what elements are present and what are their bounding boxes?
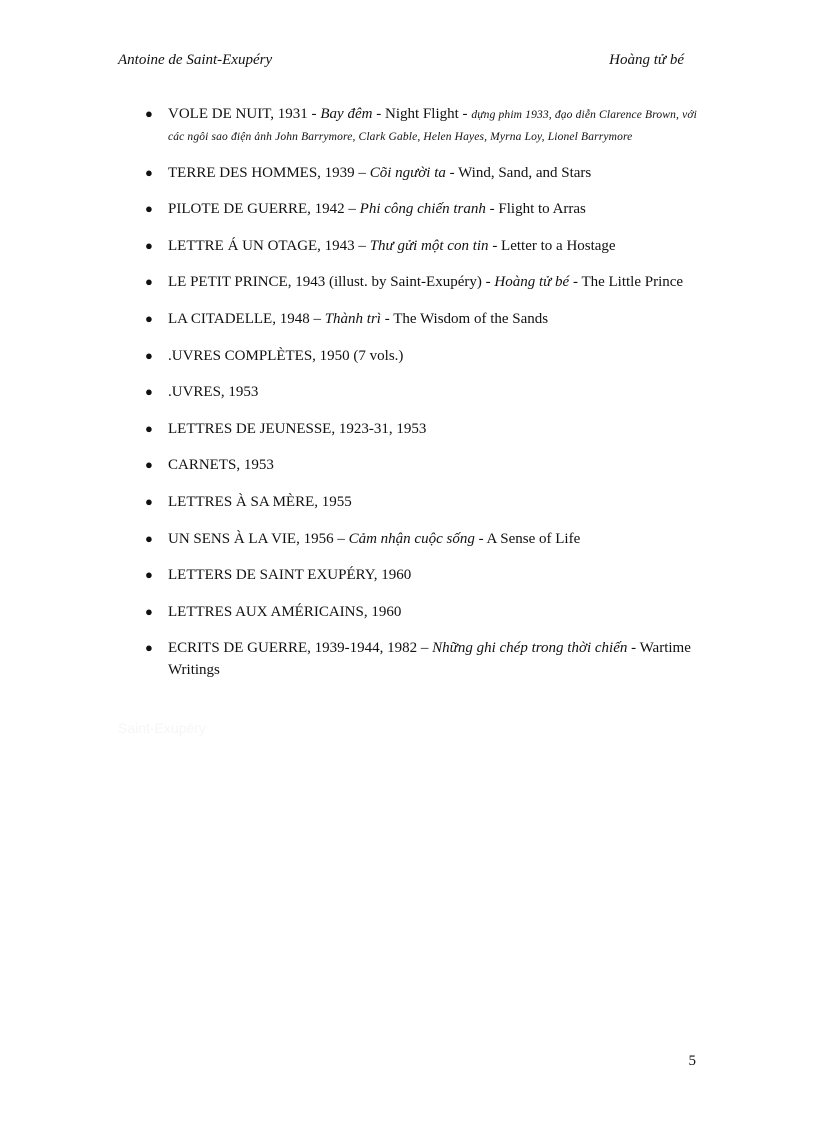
work-title: PILOTE DE GUERRE, 1942 – [168,201,360,218]
bullet-icon: ● [145,237,153,253]
bullet-icon: ● [145,603,153,619]
work-title: LE PETIT PRINCE, 1943 (illust. by Saint-Exupéry) - [168,274,495,291]
work-title: VOLE DE NUIT, 1931 - [168,106,321,122]
work-title: LETTERS DE SAINT EXUPÉRY, 1960 [168,567,412,584]
bullet-icon: ● [145,420,153,436]
bullet-icon: ● [145,274,153,290]
works-list [145,103,697,696]
work-title: UN SENS À LA VIE, 1956 – [168,530,349,547]
work-vietnamese-title: Phi công chiến tranh [359,201,486,218]
work-title: .UVRES COMPLÈTES, 1950 (7 vols.) [168,347,404,364]
work-vietnamese-title: Cõi người ta [369,164,446,181]
work-vietnamese-title: Thư gửi một con tin [369,237,489,254]
work-title: .UVRES, 1953 [168,384,259,401]
work-english-title: - Wind, Sand, and Stars [445,164,592,181]
work-title: LETTRE Á UN OTAGE, 1943 – [168,237,370,254]
list-item [145,308,697,330]
work-english-title: - The Wisdom of the Sands [380,310,549,327]
page-header [118,52,684,76]
list-item [145,528,697,550]
bullet-icon: ● [145,201,153,217]
work-vietnamese-title: Cảm nhận cuộc sống [348,530,475,547]
work-title: LETTRES À SA MÈRE, 1955 [168,493,352,510]
work-title: TERRE DES HOMMES, 1939 – [168,164,370,181]
work-title: LETTRES AUX AMÉRICAINS, 1960 [168,603,402,620]
work-title: CARNETS, 1953 [168,457,274,474]
work-english-title: - The Little Prince [569,274,684,291]
work-title: LA CITADELLE, 1948 – [168,310,325,327]
work-english-title: - Flight to Arras [485,201,586,218]
bullet-icon: ● [145,567,153,583]
work-vietnamese-title: Những ghi chép trong thời chiến [432,640,628,657]
list-item [145,345,697,367]
bullet-icon: ● [145,164,153,180]
header-author: Antoine de Saint-Exupéry [118,52,273,68]
bullet-icon: ● [145,384,153,400]
bullet-icon: ● [145,640,153,656]
page-number: 5 [688,1053,696,1069]
bullet-icon: ● [145,530,153,546]
list-item [145,454,697,476]
list-item [145,381,697,403]
work-english-title: - Night Flight - [372,106,472,122]
bullet-icon: ● [145,347,153,363]
list-item [145,235,697,257]
work-title: LETTRES DE JEUNESSE, 1923-31, 1953 [168,420,427,437]
list-item [145,198,697,220]
list-item [145,601,697,623]
bullet-icon: ● [145,310,153,326]
header-book-title: Hoàng tử bé [609,52,684,68]
bullet-icon: ● [145,106,153,121]
list-item [145,162,697,184]
work-note: dựng phim 1933, đạo diễn Clarence Brown, với các ngôi sao điện ảnh John Barrymore, Clark Gable, Helen Hayes, Myrna Loy, Lionel Barrymore [168,109,697,143]
faint-watermark: Saint-Exupéry [118,720,206,736]
bullet-icon: ● [145,457,153,473]
list-item [145,103,697,147]
work-english-title: - Wartime Writings [168,640,691,679]
work-vietnamese-title: Thành trì [324,310,381,327]
work-title: ECRITS DE GUERRE, 1939-1944, 1982 – [168,640,433,657]
bullet-icon: ● [145,493,153,509]
list-item [145,637,697,681]
list-item [145,418,697,440]
work-vietnamese-title: Hoàng tử bé [494,274,570,291]
work-english-title: - A Sense of Life [474,530,581,547]
list-item [145,491,697,513]
work-vietnamese-title: Bay đêm [320,106,373,122]
work-english-title: - Letter to a Hostage [488,237,616,254]
list-item [145,271,697,293]
list-item [145,564,697,586]
